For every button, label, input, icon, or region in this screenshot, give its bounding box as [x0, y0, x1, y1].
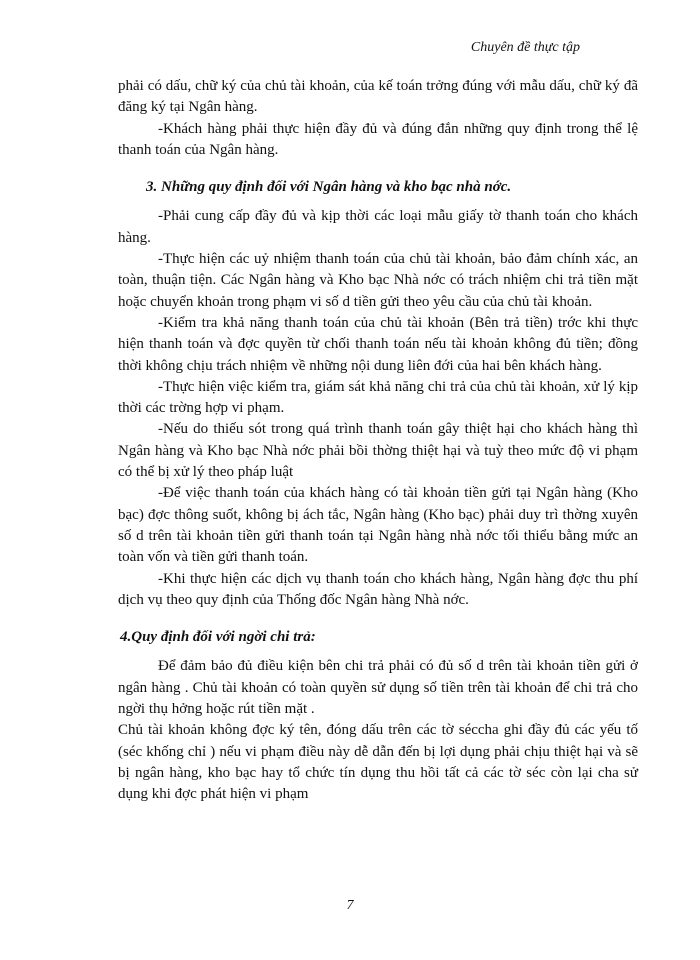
paragraph: -Khách hàng phải thực hiện đầy đủ và đúng đắn những quy định trong thể lệ thanh toán của Ngân hàng. [118, 120, 638, 158]
paragraph: phải có dấu, chữ ký của chủ tài khoản, của kế toán trởng đúng với mẫu dấu, chữ ký đã đăng ký tại Ngân hàng. [118, 78, 638, 116]
paragraph: -Kiểm tra khả năng thanh toán của chủ tài khoản (Bên trả tiền) trớc khi thực hiện thanh toán và đợc quyền từ chối thanh toán nếu tài khoản không đủ tiền; đồng thời không chịu trách nhiệm về những nội dung liên đới của hai bên khách hàng. [118, 314, 638, 374]
paragraph: -Khi thực hiện các dịch vụ thanh toán cho khách hàng, Ngân hàng đợc thu phí dịch vụ theo quy định của Thống đốc Ngân hàng Nhà nớc. [118, 570, 638, 608]
paragraph: Để đảm bảo đủ điều kiện bên chi trả phải có đủ số d trên tài khoản tiền gửi ở ngân hàng . Chủ tài khoản có toàn quyền sử dụng số tiền trên tài khoản để chi trả cho ngời thụ hởng hoặc rút tiền mặt . [118, 658, 638, 718]
paragraph: -Thực hiện các uỷ nhiệm thanh toán của chủ tài khoản, bảo đảm chính xác, an toàn, thuận tiện. Các Ngân hàng và Kho bạc Nhà nớc có trách nhiệm chi trả tiền mặt hoặc chuyển khoản trong phạm vi số d tiền gửi theo yêu cầu của chủ tài khoản. [118, 251, 638, 310]
paragraph: -Thực hiện việc kiểm tra, giám sát khả năng chi trả của chủ tài khoản, xử lý kịp thời các trờng hợp vi phạm. [118, 378, 638, 417]
paragraph: -Để việc thanh toán của khách hàng có tài khoản tiền gửi tại Ngân hàng (Kho bạc) đợc thông suốt, không bị ách tắc, Ngân hàng (Kho bạc) phải duy trì thờng xuyên số d trên tài khoản tiền gửi thanh toán tại Ngân hàng nhà nớc tối thiểu bằng mức an toàn vốn và tiền gửi thanh toán. [118, 485, 638, 566]
page-number: 7 [346, 898, 354, 913]
page-body [118, 76, 638, 806]
page-header: Chuyên đề thực tập [470, 40, 580, 55]
paragraph: -Phải cung cấp đầy đủ và kịp thời các loại mẫu giấy tờ thanh toán cho khách hàng. [118, 208, 638, 246]
section-heading-3: 3. Những quy định đối với Ngân hàng và kho bạc nhà nớc. [146, 179, 512, 196]
paragraph: -Nếu do thiếu sót trong quá trình thanh toán gây thiệt hại cho khách hàng thì Ngân hàng và Kho bạc Nhà nớc phải bồi thờng thiệt hại và tuỳ theo mức độ vi phạm có thể bị xử lý theo pháp luật [118, 421, 638, 481]
paragraph: Chủ tài khoản không đợc ký tên, đóng dấu trên các tờ sécchа ghi đầy đủ các yếu tố (séc khống chỉ ) nếu vi phạm điều này dễ dẫn đến bị lợi dụng phải chịu thiệt hại và sẽ bị ngân hàng, kho bạc hay tổ chức tín dụng thu hồi tất cả các tờ séc còn lại cha sử dụng khi đợc phát hiện vi phạm [118, 722, 638, 803]
section-heading-4: 4.Quy định đối với ngời chi trả: [120, 629, 316, 646]
